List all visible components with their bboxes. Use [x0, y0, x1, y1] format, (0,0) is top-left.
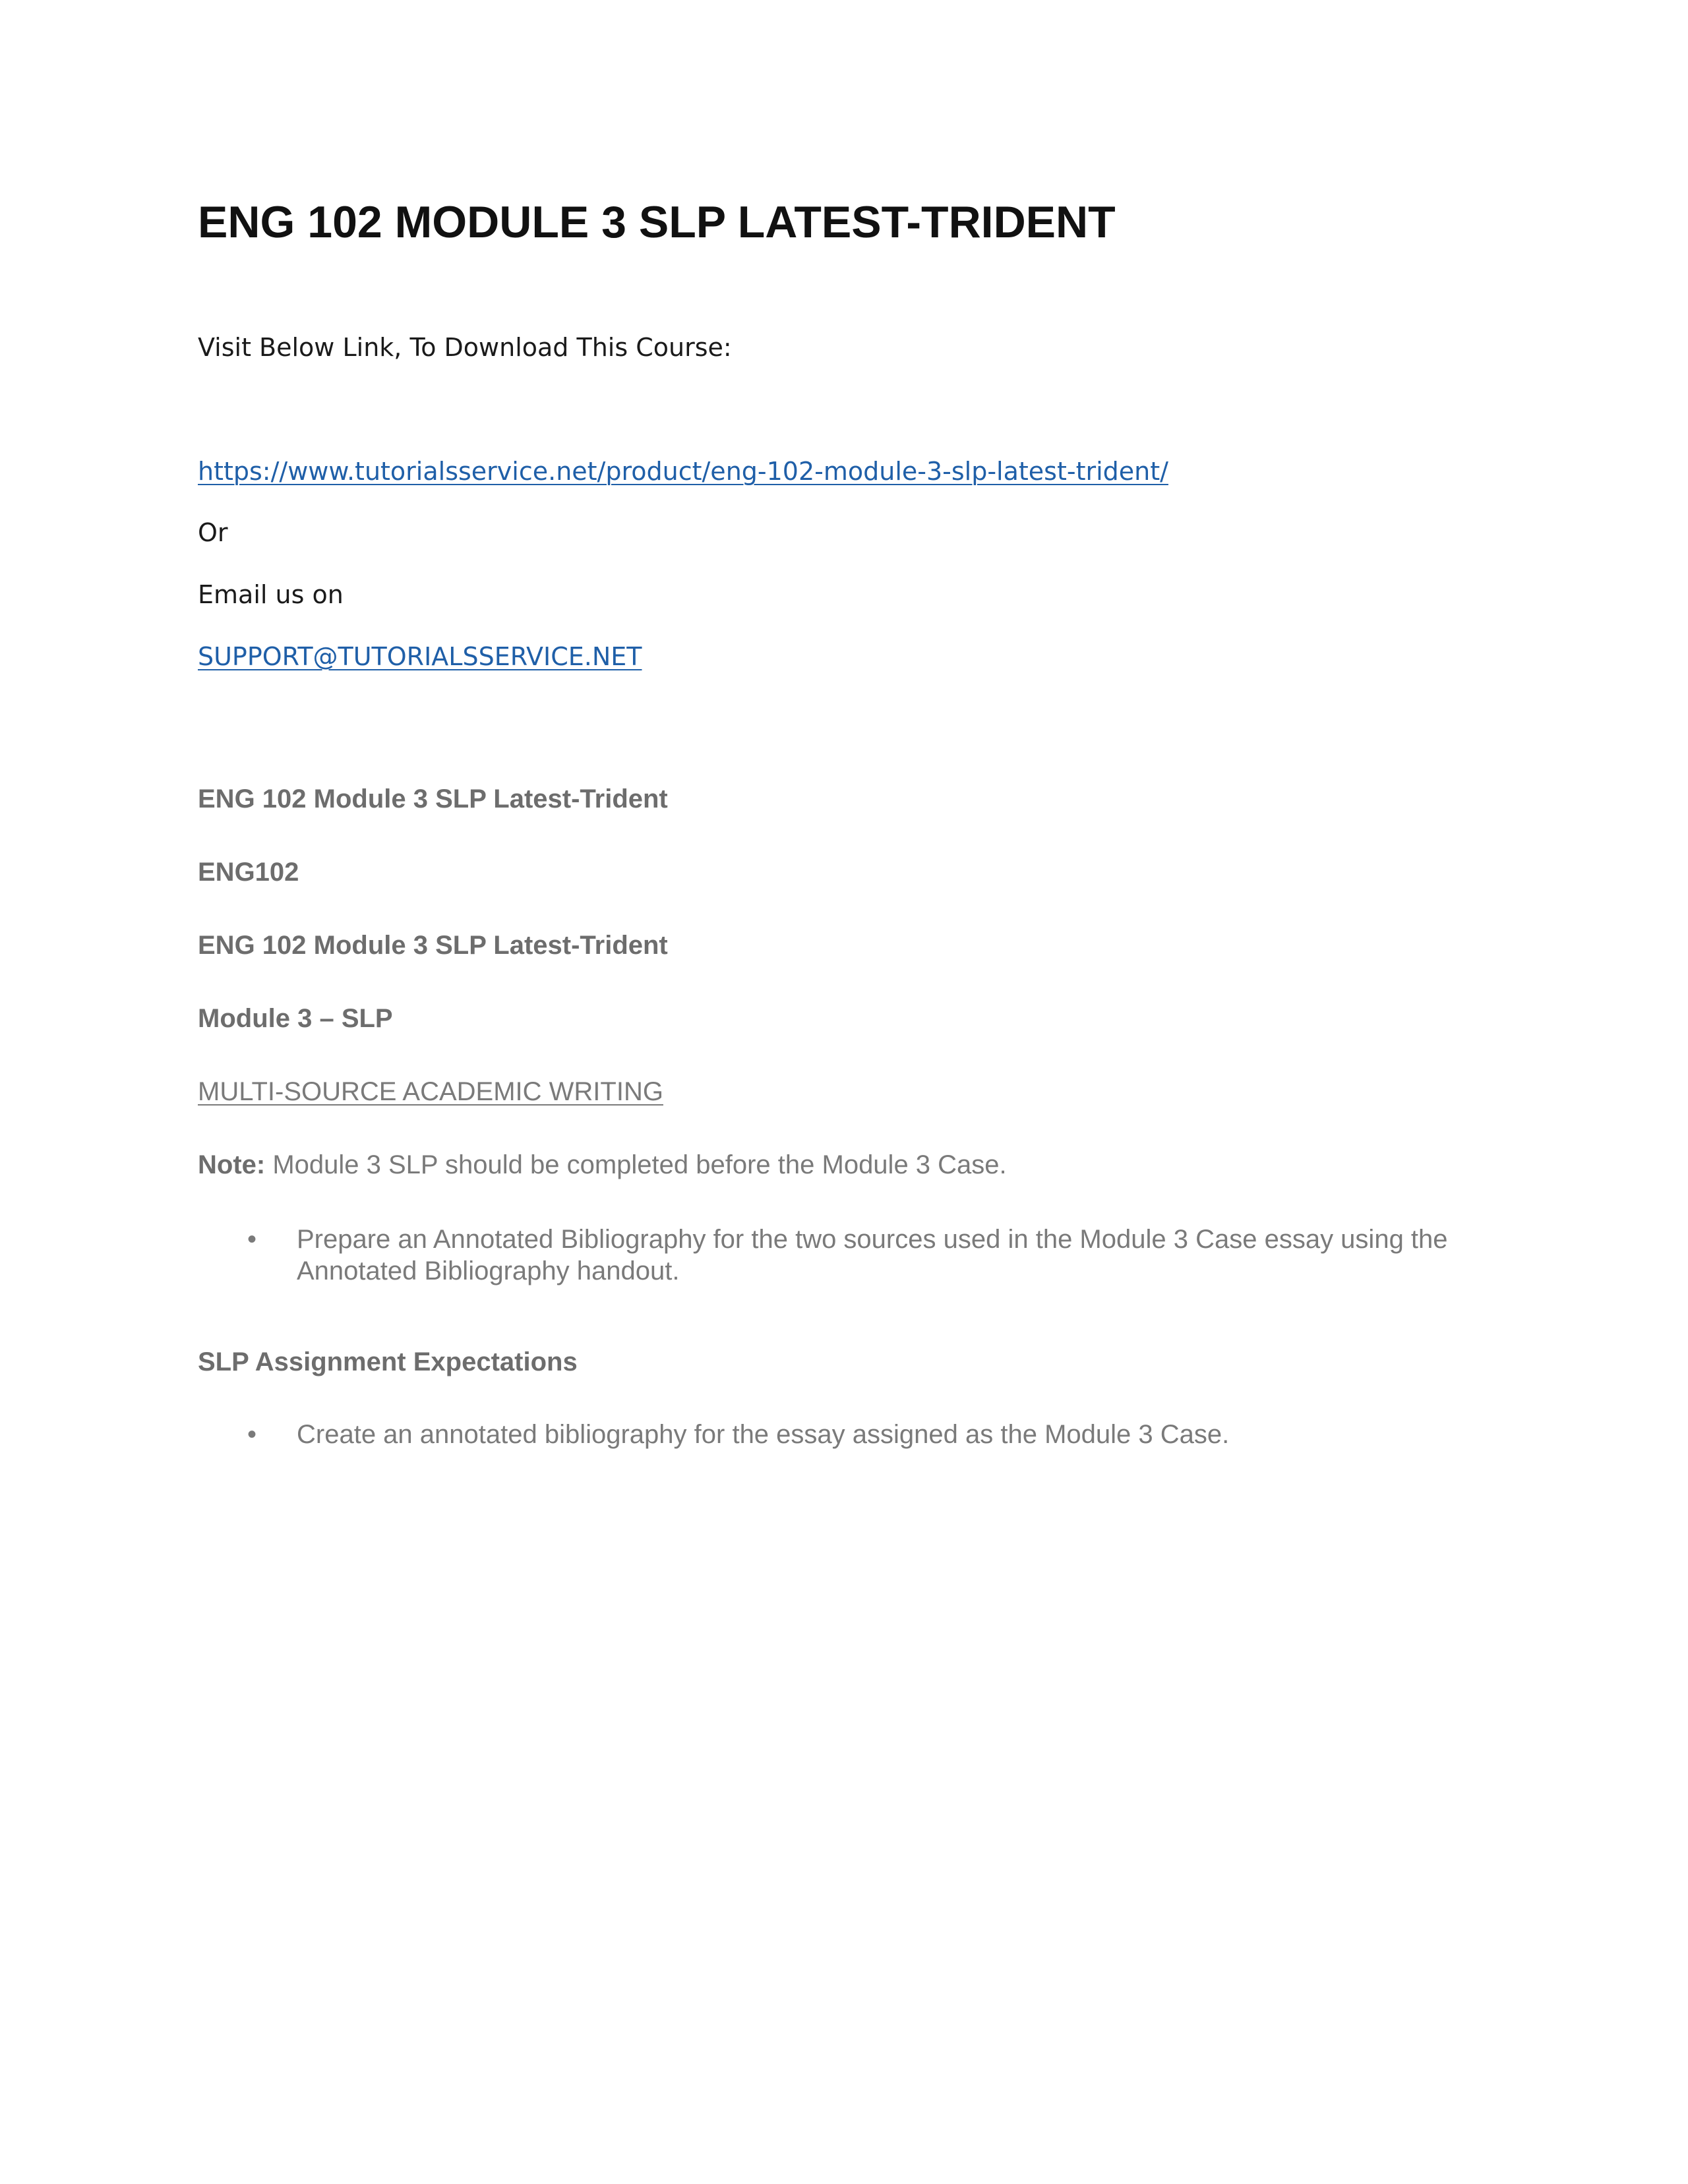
course-heading-repeat: ENG 102 Module 3 SLP Latest-Trident — [198, 931, 668, 960]
note-paragraph — [198, 1148, 1007, 1182]
support-email-link[interactable]: SUPPORT@TUTORIALSSERVICE.NET — [198, 642, 642, 671]
course-heading: ENG 102 Module 3 SLP Latest-Trident — [198, 784, 668, 813]
note-text: Module 3 SLP should be completed before the Module 3 Case. — [265, 1150, 1007, 1179]
visit-instruction: Visit Below Link, To Download This Course: — [198, 333, 732, 362]
or-text: Or — [198, 518, 228, 547]
document-title: ENG 102 MODULE 3 SLP LATEST-TRIDENT — [198, 197, 1116, 247]
product-link[interactable]: https://www.tutorialsservice.net/product/eng-102-module-3-slp-latest-trident/ — [198, 457, 1168, 486]
bullet-text-annotated-bibliography: Prepare an Annotated Bibliography for the two sources used in the Module 3 Case essay using the Annotated Bibliography handout. — [297, 1225, 1448, 1285]
bullet-text-create-bibliography: Create an annotated bibliography for the essay assigned as the Module 3 Case. — [297, 1420, 1230, 1449]
bullet-icon: • — [247, 1420, 257, 1449]
email-prompt: Email us on — [198, 580, 344, 609]
bullet-icon: • — [247, 1225, 257, 1254]
section-title: MULTI-SOURCE ACADEMIC WRITING — [198, 1077, 663, 1106]
module-label: Module 3 – SLP — [198, 1004, 393, 1033]
course-code: ENG102 — [198, 858, 299, 887]
expectations-heading: SLP Assignment Expectations — [198, 1347, 578, 1376]
note-label: Note: — [198, 1150, 266, 1179]
